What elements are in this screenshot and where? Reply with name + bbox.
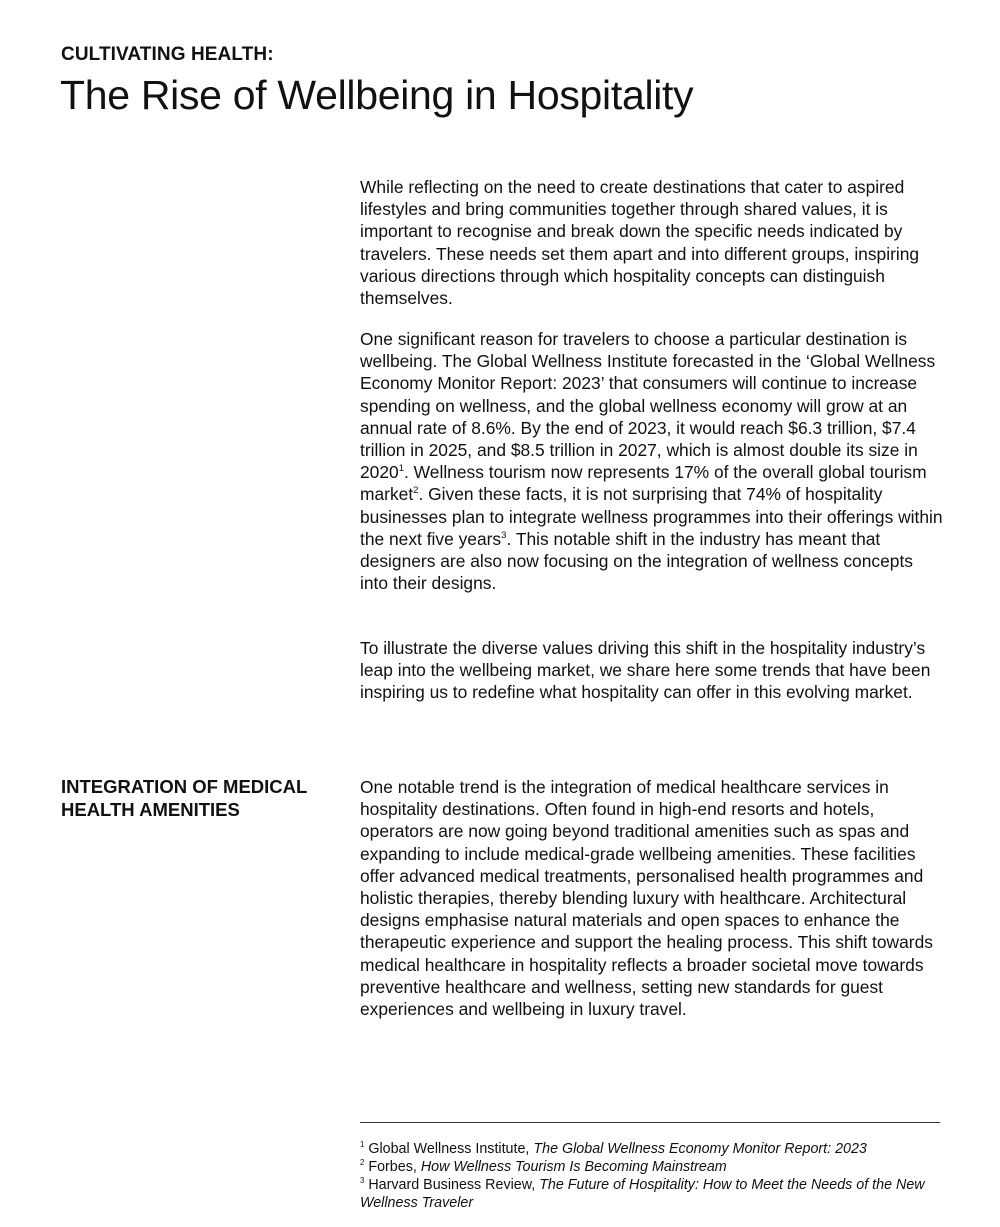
footnote-ref-2: 2 [413,485,419,497]
footnote-item [360,1176,940,1212]
eyebrow-heading: CULTIVATING HEALTH: [61,44,274,65]
paragraph-text: . Wellness tourism now represents 17% of the overall global tourism market [360,462,927,505]
paragraph-text: One significant reason for travelers to choose a particular destination is wellbeing. The Global Wellness Institute forecasted in the ‘Global Wellness Economy Monitor Report: 2023’ that consumers will continue to increase spending on wellness, and the global wellness economy will grow at an annual rate of 8.6%. By the end of 2023, it would reach $6.3 trillion, $7.4 trillion in 2025, and $8.5 trillion in 2027, which is almost double its size in 2020 [360,329,936,483]
intro-paragraph-2 [360,328,945,594]
footnote-number: 1 [360,1140,365,1150]
page-title: The Rise of Wellbeing in Hospitality [60,72,694,118]
footnotes-list [360,1140,940,1212]
footnote-item [360,1158,940,1176]
footnote-ref-1: 1 [398,463,405,475]
footnote-work: The Future of Hospitality: How to Meet the Needs of the New Wellness Traveler [360,1177,925,1211]
footnote-number: 3 [360,1176,365,1186]
section-paragraph: One notable trend is the integration of medical healthcare services in hospitality destinations. Often found in high-end resorts and hotels, operators are now going beyond traditional amenities such as spas and expanding to include medical-grade wellbeing amenities. These facilities offer advanced medical treatments, personalised health programmes and holistic therapies, thereby blending luxury with healthcare. Architectural designs emphasise natural materials and open spaces to enhance the therapeutic experience and support the healing process. This shift towards medical healthcare in hospitality reflects a broader societal move towards preventive healthcare and wellness, setting new standards for guest experiences and wellbeing in luxury travel. [360,777,933,1020]
footnote-ref-3: 3 [501,530,507,542]
footnote-work: The Global Wellness Economy Monitor Report: 2023 [533,1141,867,1157]
section-heading: INTEGRATION OF MEDICAL HEALTH AMENITIES [61,776,307,820]
footnote-item [360,1140,940,1158]
footnote-source: Forbes, [368,1159,421,1175]
footnote-work: How Wellness Tourism Is Becoming Mainstream [420,1159,727,1175]
footnote-source: Global Wellness Institute, [368,1141,534,1157]
paragraph-text: . Given these facts, it is not surprising that 74% of hospitality businesses plan to integrate wellness programmes into their offerings within the next five years [360,484,943,549]
paragraph-text: . This notable shift in the industry has meant that designers are also now focusing on the integration of wellness concepts into their designs. [360,528,913,594]
footnote-divider [360,1122,940,1123]
intro-paragraph-3: To illustrate the diverse values driving this shift in the hospitality industry’s leap into the wellbeing market, we share here some trends that have been inspiring us to redefine what hospitality can offer in this evolving market. [360,638,931,703]
intro-paragraph-1: While reflecting on the need to create destinations that cater to aspired lifestyles and bring communities together through shared values, it is important to recognise and break down the specific needs indicated by travelers. These needs set them apart and into different groups, inspiring various directions through which hospitality concepts can distinguish themselves. [360,177,920,309]
footnote-number: 2 [360,1158,365,1168]
footnote-source: Harvard Business Review, [368,1177,540,1193]
